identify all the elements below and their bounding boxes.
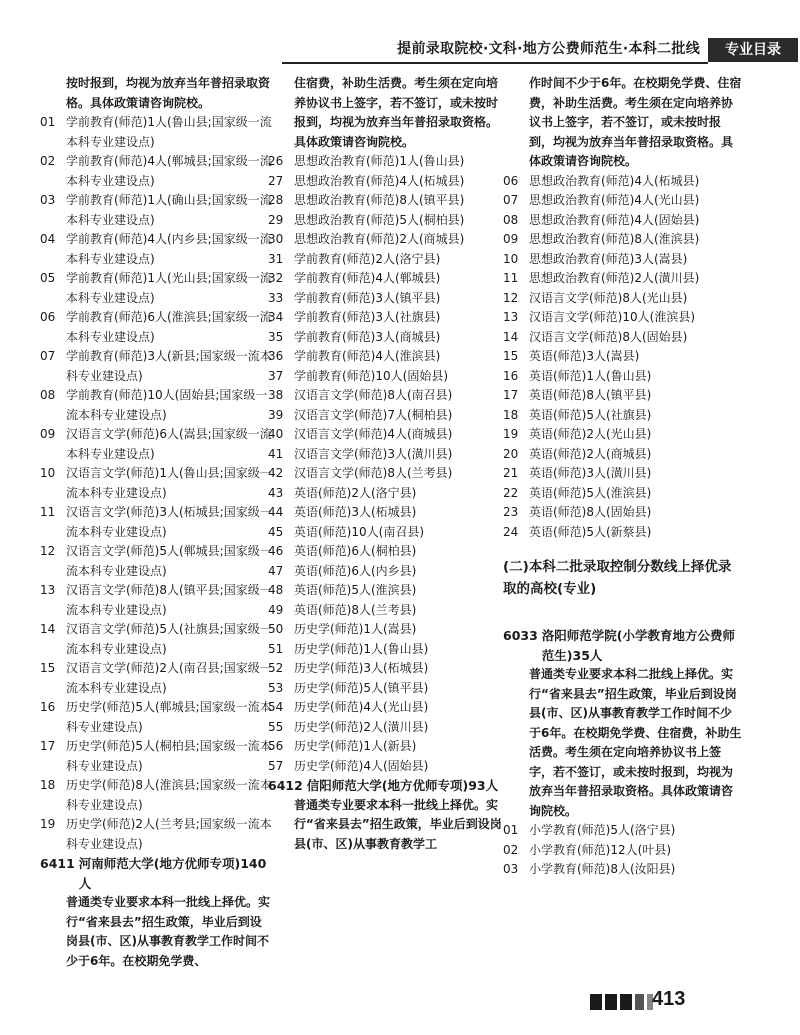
intro-paragraph: 作时间不少于6年。在校期免学费、住宿费，补助生活费。考生须在定向培养协议书上签字，若不签订，或未按时报到，均视为放弃当年普招录取资格。具体政策请咨询院校。	[529, 76, 742, 168]
item-text: 英语(师范)2人(光山县)	[529, 427, 652, 441]
item-number: 38	[268, 388, 284, 402]
item-text: 思想政治教育(师范)4人(光山县)	[529, 193, 700, 207]
item-text: 学前教育(师范)10人(固始县)	[294, 368, 448, 383]
item-text: 思想政治教育(师范)4人(固始县)	[529, 212, 700, 227]
list-item	[268, 503, 504, 523]
item-number: 49	[268, 602, 284, 617]
item-number: 27	[268, 173, 284, 188]
item-text: 汉语言文学(师范)8人(镇平县;国家级一流本科专业建设点)	[66, 583, 272, 617]
list-item	[40, 113, 272, 152]
list-item	[268, 152, 504, 172]
list-item	[503, 386, 743, 406]
item-number: 46	[268, 544, 284, 558]
list-item	[268, 679, 504, 699]
list-item	[40, 230, 272, 269]
list-item	[268, 191, 504, 211]
list-item	[503, 347, 743, 367]
list-item	[40, 269, 272, 308]
footer-bar	[620, 994, 632, 1010]
list-item	[503, 308, 743, 328]
item-text: 思想政治教育(师范)2人(商城县)	[294, 232, 465, 246]
list-item	[503, 821, 743, 841]
item-text: 历史学(师范)5人(郸城县;国家级一流本科专业建设点)	[66, 700, 272, 734]
policy-paragraph: 普通类专业要求本科一批线上择优。实行“省来县去”招生政策，毕业后到设岗县(市、区)从事教育教学工作时间不少于6年。在校期免学费、	[66, 895, 271, 968]
item-number: 07	[40, 349, 56, 363]
item-text: 学前教育(师范)4人(淮滨县)	[294, 349, 441, 363]
item-text: 英语(师范)6人(内乡县)	[294, 563, 417, 578]
list-item	[40, 776, 272, 815]
item-number: 55	[268, 719, 284, 734]
item-text: 汉语言文学(师范)8人(南召县)	[294, 388, 453, 402]
item-number: 02	[40, 154, 56, 168]
item-text: 英语(师范)2人(洛宁县)	[294, 485, 417, 500]
school-heading	[40, 854, 272, 893]
item-number: 30	[268, 232, 284, 246]
footer-bar	[605, 994, 617, 1010]
item-number: 35	[268, 329, 284, 344]
item-number: 09	[503, 232, 519, 246]
item-number: 13	[503, 310, 519, 324]
item-text: 汉语言文学(师范)5人(郸城县;国家级一流本科专业建设点)	[66, 544, 272, 578]
item-text: 学前教育(师范)4人(内乡县;国家级一流本科专业建设点)	[66, 232, 272, 266]
list-item	[40, 659, 272, 698]
item-number: 56	[268, 739, 284, 753]
list-item	[503, 289, 743, 309]
list-item	[40, 152, 272, 191]
running-header: 提前录取院校·文科·地方公费师范生·本科二批线	[282, 38, 708, 64]
major-list	[40, 113, 272, 854]
list-item	[503, 406, 743, 426]
item-text: 思想政治教育(师范)5人(桐柏县)	[294, 212, 465, 227]
list-item	[268, 328, 504, 348]
item-text: 英语(师范)10人(南召县)	[294, 524, 424, 539]
item-number: 24	[503, 524, 519, 539]
school-name: 信阳师范大学(地方优师专项)93人	[306, 778, 499, 793]
item-text: 英语(师范)5人(社旗县)	[529, 407, 652, 422]
list-item	[268, 347, 504, 367]
item-text: 英语(师范)5人(新蔡县)	[529, 524, 652, 539]
item-text: 历史学(师范)1人(鲁山县)	[294, 641, 429, 656]
item-text: 学前教育(师范)1人(光山县;国家级一流本科专业建设点)	[66, 271, 272, 305]
item-number: 53	[268, 680, 284, 695]
list-item	[40, 503, 272, 542]
item-text: 历史学(师范)5人(镇平县)	[294, 680, 429, 695]
item-text: 思想政治教育(师范)8人(淮滨县)	[529, 232, 700, 246]
item-text: 英语(师范)3人(柘城县)	[294, 505, 417, 519]
list-item	[268, 386, 504, 406]
list-item	[268, 659, 504, 679]
item-number: 31	[268, 251, 284, 266]
list-item	[268, 542, 504, 562]
item-text: 小学教育(师范)8人(汝阳县)	[529, 862, 676, 876]
item-text: 小学教育(师范)5人(洛宁县)	[529, 823, 676, 837]
list-item	[40, 581, 272, 620]
item-number: 14	[40, 622, 56, 636]
list-item	[503, 230, 743, 250]
item-number: 03	[40, 193, 56, 207]
school-heading	[268, 776, 504, 796]
item-text: 学前教育(师范)3人(新县;国家级一流本科专业建设点)	[66, 349, 272, 383]
policy-paragraph: 普通类专业要求本科二批线上择优。实行“省来县去”招生政策，毕业后到设岗县(市、区)从事教育教学工作时间不少于6年。在校期免学费、住宿费，补助生活费。考生须在定向培养协议书上签字，若不签订，或未按时报到，均视为放弃当年普招录取资格。具体政策请咨询院校。	[529, 667, 742, 818]
item-text: 英语(师范)5人(淮滨县)	[294, 583, 417, 597]
item-text: 汉语言文学(师范)3人(潢川县)	[294, 446, 453, 461]
list-item	[40, 191, 272, 230]
item-number: 17	[40, 739, 56, 753]
item-number: 10	[503, 251, 519, 266]
list-item	[268, 484, 504, 504]
item-number: 50	[268, 622, 284, 636]
item-text: 小学教育(师范)12人(叶县)	[529, 842, 671, 857]
item-text: 英语(师范)3人(潢川县)	[529, 466, 652, 480]
item-number: 22	[503, 485, 519, 500]
item-text: 学前教育(师范)3人(社旗县)	[294, 310, 441, 324]
item-text: 英语(师范)8人(兰考县)	[294, 602, 417, 617]
item-text: 历史学(师范)2人(兰考县;国家级一流本科专业建设点)	[66, 817, 272, 851]
item-number: 11	[40, 505, 56, 519]
item-number: 45	[268, 524, 284, 539]
list-item	[503, 250, 743, 270]
list-item	[40, 308, 272, 347]
list-item	[268, 737, 504, 757]
item-number: 03	[503, 862, 519, 876]
list-item	[503, 841, 743, 861]
list-item	[40, 386, 272, 425]
major-list	[503, 821, 743, 880]
list-item	[40, 620, 272, 659]
list-item	[40, 737, 272, 776]
item-text: 学前教育(师范)1人(鲁山县;国家级一流本科专业建设点)	[66, 115, 272, 149]
list-item	[40, 815, 272, 854]
item-text: 汉语言文学(师范)10人(淮滨县)	[529, 310, 695, 324]
item-number: 20	[503, 446, 519, 461]
item-number: 54	[268, 700, 284, 714]
item-number: 15	[503, 349, 519, 363]
school-code: 6033	[503, 628, 538, 643]
list-item	[268, 269, 504, 289]
item-number: 40	[268, 427, 284, 441]
item-number: 26	[268, 154, 284, 168]
item-text: 汉语言文学(师范)4人(商城县)	[294, 427, 453, 441]
item-number: 29	[268, 212, 284, 227]
item-number: 39	[268, 407, 284, 422]
list-item	[503, 172, 743, 192]
item-number: 32	[268, 271, 284, 285]
item-text: 英语(师范)1人(鲁山县)	[529, 368, 652, 383]
item-number: 28	[268, 193, 284, 207]
item-text: 学前教育(师范)2人(洛宁县)	[294, 251, 441, 266]
page-number: 413	[652, 988, 686, 1010]
item-number: 12	[503, 290, 519, 305]
item-text: 英语(师范)3人(嵩县)	[529, 349, 640, 363]
item-number: 33	[268, 290, 284, 305]
school-code: 6411	[40, 856, 75, 871]
item-text: 英语(师范)8人(镇平县)	[529, 388, 652, 402]
item-text: 汉语言文学(师范)5人(社旗县;国家级一流本科专业建设点)	[66, 622, 272, 656]
item-number: 09	[40, 427, 56, 441]
item-text: 英语(师范)6人(桐柏县)	[294, 544, 417, 558]
item-text: 学前教育(师范)3人(镇平县)	[294, 290, 441, 305]
list-item	[268, 562, 504, 582]
item-text: 思想政治教育(师范)2人(潢川县)	[529, 271, 700, 285]
list-item	[268, 523, 504, 543]
item-text: 历史学(师范)4人(固始县)	[294, 758, 429, 773]
item-number: 16	[503, 368, 519, 383]
item-text: 学前教育(师范)10人(固始县;国家级一流本科专业建设点)	[66, 388, 268, 422]
list-item	[40, 464, 272, 503]
item-text: 历史学(师范)3人(柘城县)	[294, 661, 429, 675]
item-number: 02	[503, 842, 519, 857]
item-text: 汉语言文学(师范)1人(鲁山县;国家级一流本科专业建设点)	[66, 466, 272, 500]
item-text: 思想政治教育(师范)3人(嵩县)	[529, 251, 688, 266]
item-text: 历史学(师范)5人(桐柏县;国家级一流本科专业建设点)	[66, 739, 272, 773]
item-text: 学前教育(师范)1人(确山县;国家级一流本科专业建设点)	[66, 193, 272, 227]
item-text: 英语(师范)8人(固始县)	[529, 505, 652, 519]
item-number: 01	[503, 823, 519, 837]
list-item	[503, 269, 743, 289]
item-number: 47	[268, 563, 284, 578]
item-number: 37	[268, 368, 284, 383]
list-item	[268, 308, 504, 328]
item-number: 21	[503, 466, 519, 480]
item-text: 汉语言文学(师范)3人(柘城县;国家级一流本科专业建设点)	[66, 505, 272, 539]
item-number: 43	[268, 485, 284, 500]
item-number: 12	[40, 544, 56, 558]
item-text: 学前教育(师范)6人(淮滨县;国家级一流本科专业建设点)	[66, 310, 272, 344]
list-item	[503, 503, 743, 523]
list-item	[268, 445, 504, 465]
item-number: 04	[40, 232, 56, 246]
list-item	[268, 406, 504, 426]
list-item	[268, 620, 504, 640]
item-number: 06	[503, 173, 519, 188]
item-text: 汉语言文学(师范)2人(南召县;国家级一流本科专业建设点)	[66, 661, 272, 695]
item-number: 14	[503, 329, 519, 344]
item-text: 思想政治教育(师范)4人(柘城县)	[294, 173, 465, 188]
item-text: 英语(师范)2人(商城县)	[529, 446, 652, 461]
item-number: 36	[268, 349, 284, 363]
intro-paragraph: 按时报到，均视为放弃当年普招录取资格。具体政策请咨询院校。	[66, 76, 271, 110]
item-text: 历史学(师范)1人(嵩县)	[294, 622, 417, 636]
list-item	[503, 523, 743, 543]
item-number: 16	[40, 700, 56, 714]
list-item	[268, 640, 504, 660]
item-text: 学前教育(师范)4人(郸城县;国家级一流本科专业建设点)	[66, 154, 272, 188]
intro-paragraph: 住宿费，补助生活费。考生须在定向培养协议书上签字，若不签订，或未按时报到，均视为放弃当年普招录取资格。具体政策请咨询院校。	[294, 76, 499, 149]
item-text: 历史学(师范)4人(光山县)	[294, 700, 429, 714]
item-number: 41	[268, 446, 284, 461]
item-number: 42	[268, 466, 284, 480]
column-3	[503, 74, 743, 880]
item-number: 51	[268, 641, 284, 656]
item-number: 01	[40, 115, 56, 129]
school-heading	[503, 626, 743, 665]
list-item	[268, 718, 504, 738]
list-item	[40, 542, 272, 581]
item-number: 17	[503, 388, 519, 402]
item-text: 汉语言文学(师范)7人(桐柏县)	[294, 407, 453, 422]
item-text: 思想政治教育(师范)8人(镇平县)	[294, 193, 465, 207]
footer-decoration	[590, 994, 653, 1010]
list-item	[503, 484, 743, 504]
item-text: 思想政治教育(师范)4人(柘城县)	[529, 173, 700, 188]
list-item	[268, 289, 504, 309]
list-item	[268, 698, 504, 718]
school-name: 洛阳师范学院(小学教育地方公费师范生)35人	[541, 628, 736, 663]
school-code: 6412	[268, 778, 303, 793]
item-text: 汉语言文学(师范)8人(光山县)	[529, 290, 688, 305]
list-item	[268, 601, 504, 621]
policy-paragraph: 普通类专业要求本科一批线上择优。实行“省来县去”招生政策，毕业后到设岗县(市、区)从事教育教学工	[294, 797, 502, 851]
item-number: 15	[40, 661, 56, 675]
list-item	[503, 211, 743, 231]
item-text: 历史学(师范)2人(潢川县)	[294, 719, 429, 734]
item-number: 44	[268, 505, 284, 519]
item-text: 英语(师范)5人(淮滨县)	[529, 485, 652, 500]
item-number: 07	[503, 193, 519, 207]
footer-bar	[590, 994, 602, 1010]
list-item	[268, 425, 504, 445]
list-item	[40, 698, 272, 737]
list-item	[40, 425, 272, 464]
list-item	[268, 367, 504, 387]
major-list	[268, 152, 504, 776]
item-number: 57	[268, 758, 284, 773]
list-item	[503, 328, 743, 348]
list-item	[503, 425, 743, 445]
list-item	[268, 211, 504, 231]
item-number: 48	[268, 583, 284, 597]
item-number: 52	[268, 661, 284, 675]
list-item	[268, 757, 504, 777]
list-item	[268, 581, 504, 601]
column-1	[40, 74, 272, 971]
item-number: 18	[503, 407, 519, 422]
item-number: 06	[40, 310, 56, 324]
list-item	[40, 347, 272, 386]
item-number: 08	[40, 388, 56, 402]
list-item	[268, 230, 504, 250]
item-number: 18	[40, 778, 56, 792]
item-number: 10	[40, 466, 56, 480]
column-2	[268, 74, 504, 854]
list-item	[503, 191, 743, 211]
section-badge: 专业目录	[708, 38, 798, 62]
list-item	[503, 367, 743, 387]
item-number: 19	[40, 817, 56, 831]
item-text: 汉语言文学(师范)8人(兰考县)	[294, 466, 453, 480]
list-item	[503, 464, 743, 484]
list-item	[503, 860, 743, 880]
item-text: 学前教育(师范)4人(郸城县)	[294, 271, 441, 285]
item-number: 23	[503, 505, 519, 519]
item-text: 历史学(师范)1人(新县)	[294, 739, 417, 753]
list-item	[503, 445, 743, 465]
item-text: 历史学(师范)8人(淮滨县;国家级一流本科专业建设点)	[66, 778, 272, 812]
item-number: 11	[503, 271, 519, 285]
major-list	[503, 172, 743, 543]
item-number: 08	[503, 212, 519, 227]
school-name: 河南师范大学(地方优师专项)140人	[78, 856, 267, 891]
list-item	[268, 464, 504, 484]
list-item	[268, 250, 504, 270]
item-number: 13	[40, 583, 56, 597]
section-heading: (二)本科二批录取控制分数线上择优录取的高校(专业)	[503, 559, 732, 597]
item-text: 思想政治教育(师范)1人(鲁山县)	[294, 154, 465, 168]
list-item	[268, 172, 504, 192]
item-number: 34	[268, 310, 284, 324]
item-number: 19	[503, 427, 519, 441]
item-text: 汉语言文学(师范)8人(固始县)	[529, 329, 688, 344]
item-text: 汉语言文学(师范)6人(嵩县;国家级一流本科专业建设点)	[66, 427, 272, 461]
item-number: 05	[40, 271, 56, 285]
item-text: 学前教育(师范)3人(商城县)	[294, 329, 441, 344]
footer-bar	[635, 994, 644, 1010]
